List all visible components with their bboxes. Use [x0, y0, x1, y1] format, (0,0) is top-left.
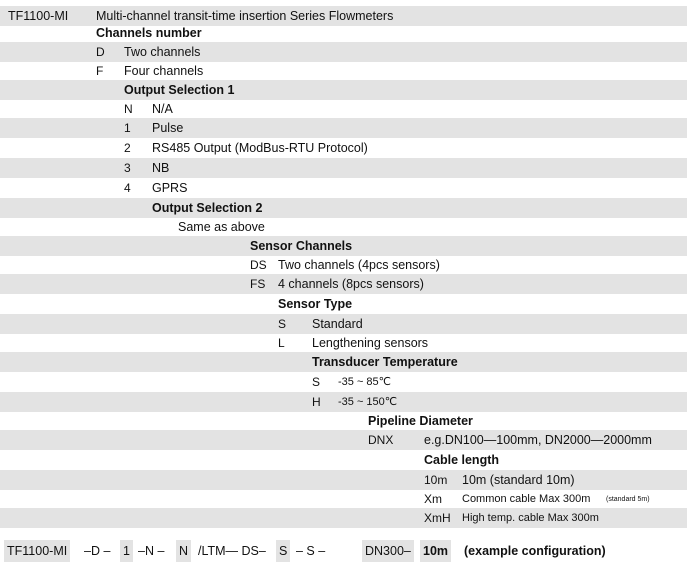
option-label: Pulse: [152, 121, 184, 135]
pipeline-heading: Pipeline Diameter: [368, 414, 473, 428]
option-label: -35 ~ 85℃: [338, 376, 392, 388]
option-label: Lengthening sensors: [312, 336, 429, 350]
sensor-channels-heading: Sensor Channels: [250, 239, 353, 253]
option-label: N/A: [152, 102, 173, 116]
example-diameter: DN300–: [362, 540, 414, 562]
option-note: (standard 5m): [606, 496, 650, 503]
option-label: e.g.DN100—100mm, DN2000—2000mm: [424, 433, 652, 447]
cable-heading: Cable length: [424, 453, 500, 467]
option-label: -35 ~ 150℃: [338, 396, 398, 408]
option-code: DS: [250, 258, 267, 272]
option-code: Xm: [424, 492, 442, 506]
option-code: 4: [124, 181, 131, 195]
option-code: 10m: [424, 473, 448, 487]
example-separator: –D –: [84, 544, 111, 558]
option-code: 3: [124, 161, 131, 175]
example-cable: 10m: [420, 540, 451, 562]
output2-heading: Output Selection 2: [152, 201, 263, 215]
option-code: F: [96, 64, 104, 78]
page-title: Multi-channel transit-time insertion Series Flowmeters: [96, 9, 394, 23]
option-label: High temp. cable Max 300m: [462, 512, 599, 524]
option-label: 4 channels (8pcs sensors): [278, 277, 424, 291]
option-code: DNX: [368, 433, 394, 447]
option-label: Four channels: [124, 64, 204, 78]
output2-note: Same as above: [178, 220, 265, 234]
example-model: TF1100-MI: [4, 540, 70, 562]
option-label: NB: [152, 161, 170, 175]
temperature-heading: Transducer Temperature: [312, 355, 458, 369]
model-code: TF1100-MI: [8, 9, 69, 23]
channels-heading: Channels number: [96, 26, 202, 40]
option-code: S: [312, 375, 321, 389]
example-separator: /LTM— DS–: [198, 544, 266, 558]
option-label: Two channels (4pcs sensors): [278, 258, 440, 272]
example-separator: – S –: [296, 544, 326, 558]
example-output1: 1: [120, 540, 133, 562]
example-sensor-type: S: [276, 540, 290, 562]
option-code: 2: [124, 141, 131, 155]
row-band: [0, 198, 687, 218]
option-label: RS485 Output (ModBus-RTU Protocol): [152, 141, 368, 155]
row-band: [0, 80, 687, 100]
option-label: Common cable Max 300m: [462, 493, 591, 505]
option-code: 1: [124, 121, 131, 135]
option-label: GPRS: [152, 181, 188, 195]
option-code: XmH: [424, 511, 451, 525]
sensor-type-heading: Sensor Type: [278, 297, 353, 311]
option-code: H: [312, 395, 321, 409]
option-code: S: [278, 317, 287, 331]
row-band: [0, 158, 687, 178]
option-label: 10m (standard 10m): [462, 473, 575, 487]
example-output2: N: [176, 540, 191, 562]
output1-heading: Output Selection 1: [124, 83, 235, 97]
option-code: FS: [250, 277, 266, 291]
option-code: D: [96, 45, 105, 59]
option-label: Two channels: [124, 45, 201, 59]
example-configuration: [0, 540, 687, 562]
option-code: L: [278, 336, 285, 350]
row-band: [0, 118, 687, 138]
row-band: [0, 470, 687, 490]
option-label: Standard: [312, 317, 363, 331]
example-separator: –N –: [138, 544, 165, 558]
example-label: (example configuration): [464, 544, 606, 558]
option-code: N: [124, 102, 133, 116]
